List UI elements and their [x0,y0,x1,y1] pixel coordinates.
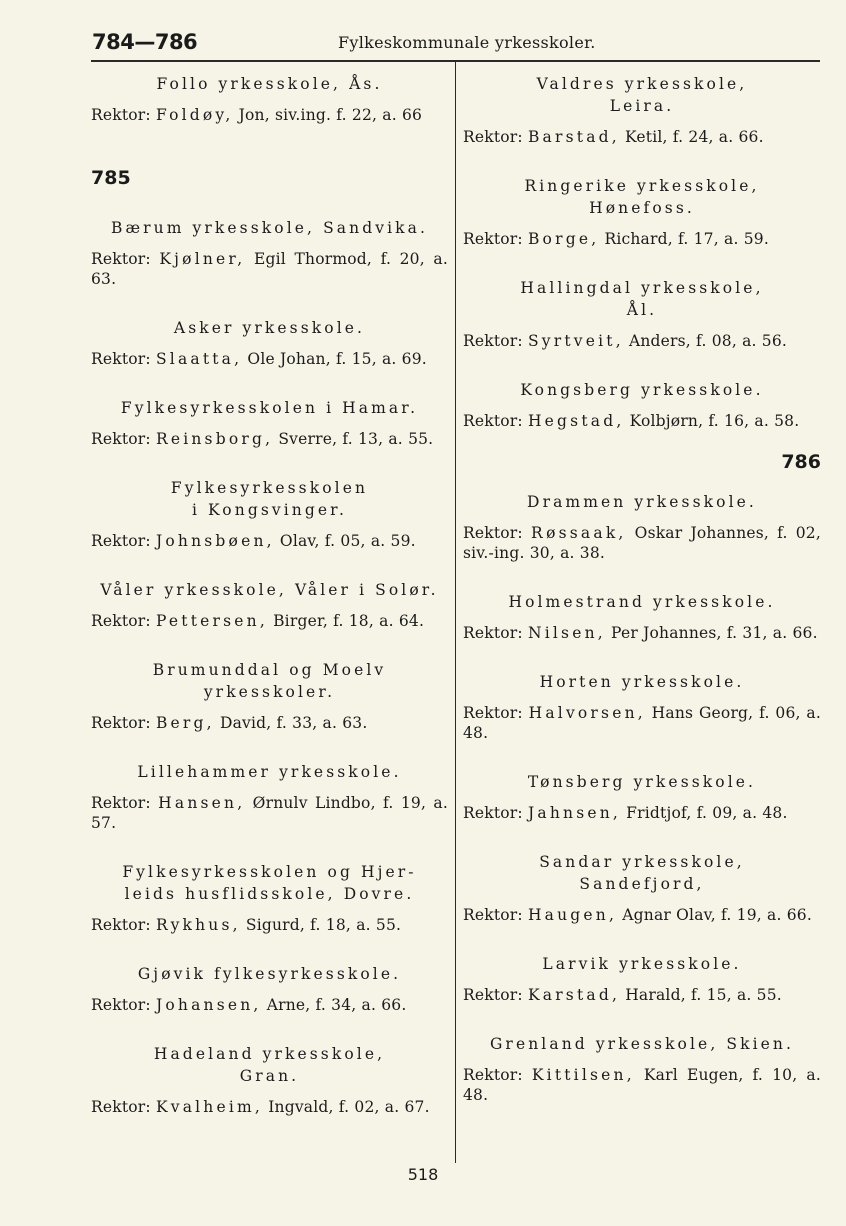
rektor-surname: Hansen, [158,794,246,812]
rektor-details: Ørnulv Lindbo, f. 19, a. 57. [91,794,448,832]
rektor-surname: Barstad, [527,128,620,146]
rektor-surname: Rykhus, [155,916,241,934]
school-name-line: Valdres yrkesskole, [536,75,748,93]
school-entry [91,477,448,551]
rektor-line [91,531,448,551]
school-name [91,73,448,95]
school-name-line: Lillehammer yrkesskole. [137,763,402,781]
school-entry [463,671,821,743]
school-name [463,491,821,513]
rektor-label: Rektor: [463,624,523,642]
rektor-details: Kolbjørn, f. 16, a. 58. [629,412,800,430]
rektor-surname: Slaatta, [155,350,243,368]
school-name [91,217,448,239]
rektor-details: Per Johannes, f. 31, a. 66. [611,624,818,642]
page-header [0,0,846,70]
school-name-line: Sandar yrkesskole, [539,853,745,871]
rektor-label: Rektor: [463,704,523,722]
school-entry [91,963,448,1015]
school-name-line: leids husflidsskole, Dovre. [124,885,415,903]
school-entry [463,379,821,431]
rektor-details: Fridtjof, f. 09, a. 48. [626,804,788,822]
school-entry [463,277,821,351]
rektor-details: David, f. 33, a. 63. [219,714,368,732]
rektor-surname: Nilsen, [527,624,606,642]
rektor-surname: Karstad, [527,986,621,1004]
school-name-line: Brumunddal og Moelv [152,661,387,679]
rektor-label: Rektor: [91,794,151,812]
left-column [91,73,448,1117]
school-name [463,175,821,219]
rektor-label: Rektor: [91,532,151,550]
rektor-line [463,1065,821,1105]
school-name-line: Våler yrkesskole, Våler i Solør. [100,581,439,599]
school-entry [463,591,821,643]
rektor-surname: Hegstad, [527,412,625,430]
school-name-line: Fylkesyrkesskolen i Hamar. [120,399,419,417]
school-name [91,397,448,419]
rektor-line [463,229,821,249]
rektor-line [463,703,821,743]
rektor-line [463,331,821,351]
rektor-details: Ole Johan, f. 15, a. 69. [247,350,427,368]
rektor-label: Rektor: [91,350,151,368]
school-entry [91,659,448,733]
rektor-details: Egil Thormod, f. 20, a. 63. [91,250,448,288]
school-entry [91,217,448,289]
rektor-line [463,523,821,563]
rektor-label: Rektor: [463,986,523,1004]
page-number: 518 [407,1165,439,1184]
rektor-line [91,1097,448,1117]
school-name [463,953,821,975]
school-entry [463,175,821,249]
rektor-line [91,105,448,125]
rektor-surname: Syrtveit, [527,332,624,350]
rektor-details: Anders, f. 08, a. 56. [628,332,788,350]
school-name-line: Hønefoss. [589,199,695,217]
rektor-details: Sigurd, f. 18, a. 55. [245,916,402,934]
school-name [463,1033,821,1055]
school-entry [463,1033,821,1105]
school-name-line: Leira. [609,97,675,115]
school-name-line: Ringerike yrkesskole, [524,177,760,195]
school-name [463,591,821,613]
school-name-line: Kongsberg yrkesskole. [520,381,764,399]
school-name-line: Hallingdal yrkesskole, [520,279,764,297]
school-entry [91,761,448,833]
rektor-label: Rektor: [463,332,523,350]
school-name-line: Fylkesyrkesskolen [170,479,369,497]
school-name-line: Sandefjord, [579,875,705,893]
rektor-line [91,611,448,631]
rektor-line [91,713,448,733]
section-number: 785 [91,167,131,189]
school-entry [463,491,821,563]
rektor-label: Rektor: [91,250,151,268]
school-name-line: yrkesskoler. [203,683,336,701]
right-column [463,73,821,1105]
rektor-surname: Haugen, [527,906,618,924]
rektor-line [91,995,448,1015]
school-name [463,379,821,401]
school-name [91,477,448,521]
rektor-details: Hans Georg, f. 06, a. 48. [463,704,821,742]
rektor-details: Olav, f. 05, a. 59. [279,532,416,550]
school-name [91,963,448,985]
rektor-surname: Halvorsen, [528,704,646,722]
rektor-surname: Foldøy, [155,106,234,124]
rektor-label: Rektor: [91,106,151,124]
school-name-line: Gjøvik fylkesyrkesskole. [137,965,402,983]
school-name [91,761,448,783]
school-name-line: Bærum yrkesskole, Sandvika. [110,219,429,237]
rektor-label: Rektor: [91,714,151,732]
school-name [91,579,448,601]
school-name-line: Grenland yrkesskole, Skien. [489,1035,795,1053]
rektor-details: Ingvald, f. 02, a. 67. [268,1098,430,1116]
school-entry [463,953,821,1005]
school-name [463,73,821,117]
school-name-line: Fylkesyrkesskolen og Hjer- [122,863,417,881]
rektor-details: Agnar Olav, f. 19, a. 66. [622,906,812,924]
school-name-line: Ål. [626,301,658,319]
school-name [91,861,448,905]
school-entry [463,73,821,147]
page-range: 784—786 [92,30,198,54]
rektor-label: Rektor: [463,804,523,822]
rektor-label: Rektor: [91,612,151,630]
rektor-label: Rektor: [463,230,523,248]
rektor-surname: Borge, [527,230,600,248]
rektor-surname: Berg, [155,714,215,732]
school-name-line: Drammen yrkesskole. [527,493,757,511]
rektor-details: Jon, siv.ing. f. 22, a. 66 [238,106,423,124]
school-name [463,277,821,321]
rektor-line [91,915,448,935]
school-name [463,851,821,895]
school-name-line: Hadeland yrkesskole, [153,1045,386,1063]
rektor-line [463,905,821,925]
school-name-line: Gran. [239,1067,300,1085]
rektor-details: Sverre, f. 13, a. 55. [278,430,434,448]
school-entry [91,579,448,631]
school-name-line: Horten yrkesskole. [539,673,745,691]
section-number: 786 [781,451,821,473]
rektor-surname: Kvalheim, [155,1098,264,1116]
rektor-label: Rektor: [463,128,523,146]
school-entry [91,861,448,935]
rektor-label: Rektor: [463,1066,523,1084]
rektor-line [463,411,821,431]
rektor-label: Rektor: [463,906,523,924]
school-entry [91,317,448,369]
rektor-line [463,623,821,643]
rektor-surname: Kittilsen, [531,1066,635,1084]
rektor-label: Rektor: [463,412,523,430]
rektor-details: Arne, f. 34, a. 66. [266,996,407,1014]
rektor-surname: Kjølner, [159,250,246,268]
column-divider [455,60,456,1163]
rektor-surname: Johansen, [155,996,262,1014]
rektor-surname: Johnsbøen, [155,532,275,550]
rektor-label: Rektor: [91,430,151,448]
rektor-details: Harald, f. 15, a. 55. [625,986,782,1004]
rektor-label: Rektor: [91,916,151,934]
rektor-details: Ketil, f. 24, a. 66. [625,128,764,146]
rektor-details: Oskar Johannes, f. 02, siv.-ing. 30, a. 38. [463,524,821,562]
school-name-line: i Kongsvinger. [191,501,348,519]
rektor-label: Rektor: [463,524,523,542]
rektor-surname: Pettersen, [155,612,268,630]
rektor-surname: Røssaak, [530,524,627,542]
school-entry [91,397,448,449]
school-entry [91,73,448,125]
rektor-details: Richard, f. 17, a. 59. [604,230,769,248]
school-name-line: Asker yrkesskole. [173,319,366,337]
school-name-line: Follo yrkesskole, Ås. [156,75,383,93]
school-name [91,317,448,339]
rektor-surname: Reinsborg, [155,430,274,448]
rektor-details: Birger, f. 18, a. 64. [273,612,425,630]
school-name [463,671,821,693]
rektor-line [91,429,448,449]
school-entry [463,851,821,925]
rektor-line [463,985,821,1005]
rektor-surname: Jahnsen, [527,804,622,822]
school-name-line: Larvik yrkesskole. [542,955,742,973]
rektor-label: Rektor: [91,996,151,1014]
rektor-line [91,249,448,289]
school-name [91,659,448,703]
rektor-line [91,793,448,833]
school-entry [91,1043,448,1117]
school-name-line: Holmestrand yrkesskole. [508,593,776,611]
school-entry [463,771,821,823]
rektor-line [463,127,821,147]
school-name [91,1043,448,1087]
rektor-line [91,349,448,369]
running-title: Fylkeskommunale yrkesskoler. [338,33,596,52]
rektor-label: Rektor: [91,1098,151,1116]
rektor-line [463,803,821,823]
school-name [463,771,821,793]
rektor-details: Karl Eugen, f. 10, a. 48. [463,1066,821,1104]
school-name-line: Tønsberg yrkesskole. [527,773,757,791]
